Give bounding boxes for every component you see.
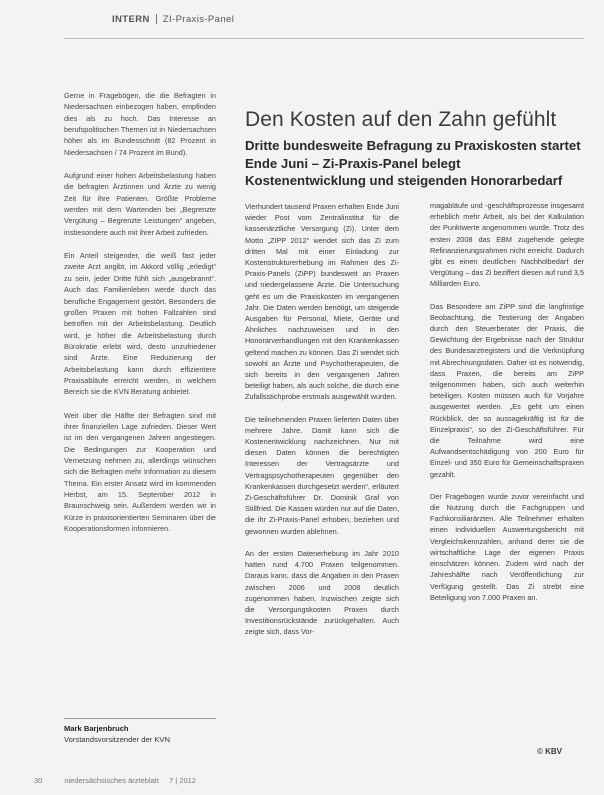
issue-date: 7 | 2012	[168, 776, 196, 785]
left-paragraph-3: Ein Anteil steigender, die weiß fast jeder zweite Arzt angibt, im Akkord völlig „erledigt“ zu sein, jeder Dritte fühlt sich „ausgebrannt“. Auch das Familienleben werde durch das berufliche Engagement gestört. Besonders die großen Praxen mit hohen Fallzahlen sind betroffen mit der Arbeitsbelastung. Deutlich wird, je höher die Arbeitsbelastung durch Bürokratie erlebt wird, desto unzufriedener sind Ärzte. Eine Reduzierung der Arbeitsbelastung kann durch effizientere Praxisabläufe erreicht werden, in welchem Bereich sie die KVN Beratung anbietet.	[64, 251, 216, 397]
article-headline: Den Kosten auf den Zahn gefühlt	[245, 108, 557, 131]
body-paragraph-6: Der Fragebogen wurde zuvor vereinfacht und die Nutzung durch die Fachgruppen und Fachkonsiliarärzten. Alle Teilnehmer erhalten einen individuellen Auswertungsbericht mit Vergleichskennzahlen, anhand derer sie die wirtschaftliche Lage der eigenen Praxis einschätzen können. Zudem wird nach der Jahreshälfte nach Veröffentlichung zur Verfügung gestellt. Das Zi strebt eine Beteiligung von 7.000 Praxen an.	[430, 491, 584, 602]
body-paragraph-1: Vierhundert tausend Praxen erhalten Ende Juni wieder Post vom Zentralinstitut für die kassenärztliche Versorgung (Zi). Unter dem Motto „ZIPP 2012“ wendet sich das Zi zum dritten Mal mit einer Einladung zur Kostenstrukturerhebung im Rahmen des Zi-Praxis-Panels (ZiPP) bundesweit an Praxen und niedergelassene Ärzte. Die Untersuchung geht es um die Praxiskosten im vergangenen Jahr. Die Daten werden benötigt, um steigende Ausgaben für Personal, Miete, Geräte und Ähnliches nachzuweisen und in den Honorarverhandlungen mit den Krankenkassen geltend machen zu können. Das Zi wendet sich sowohl an Ärzte und Psychotherapeuten, die sich bereits in den vergangenen Jahren beteiligt haben, als auch solche, die durch eine Zufallsstichprobe erstmals ausgewählt wurden.	[245, 202, 399, 402]
left-paragraph-1: Gerne in Fragebögen, die die Befragten in Niedersachsen einbezogen haben, empfinden dies als zu hoch. Das Interesse an berufspolitischen Themen ist in Niedersachsen höher als im Bundesschnitt (82 Prozent in Niedersachsen / 74 Prozent im Bund).	[64, 91, 216, 157]
left-paragraph-4: Weit über die Hälfte der Befragten sind mit ihrer finanziellen Lage zufrieden. Dieser Wert ist im den vergangenen Jahren angestiegen. Die Bedingungen zur Kooperation und Vernetzung nehmen zu, allerdings wünschen sich die Befragten mehr Information zu diesem Thema. Ein erster Ansatz wird im kommenden Herbst, am 15. September 2012 in Braunschweig sein. Außerdem werden wir in Kürze in praxisorientierten Seminaren über die Kooperationsformen informieren.	[64, 410, 216, 534]
body-column-middle	[245, 201, 399, 649]
topic-label: ZI-Praxis-Panel	[162, 14, 235, 25]
photo-credit: © KBV	[537, 747, 563, 756]
left-paragraph-2: Aufgrund einer hohen Arbeitsbelastung haben die befragten Ärztinnen und Ärzte zu wenig Zeit für ihre Patienten. Größte Probleme werden mit dem Wartenden bei „Begrenzte Vergütung – Begrenzte Leistungen“ angeben, insbesondere auch mit ihrer Arbeit zufrieden.	[64, 171, 216, 237]
body-paragraph-4: magabläufe und -geschäftsprozesse insgesamt erheblich mehr Arbeit, als bei der Kalkulation der Punktwerte angenommen wurde. Trotz des ersten 2008 das EBM zugehende gelegte Refinanzierungsrahmen nicht erreicht. Dadurch gibt es einen deutlichen Nachholbedarf der Vergütung – das Zi beziffert diesen auf rund 3,5 Milliarden Euro.	[430, 201, 584, 289]
caption-role: Vorstandsvorsitzender der KVN	[64, 735, 170, 744]
caption-name: Mark Barjenbruch	[64, 724, 129, 733]
page-number: 30	[34, 776, 43, 785]
body-paragraph-5: Das Besondere am ZiPP sind die langfristige Beobachtung, die Testierung der Angaben durch den Steuerberater der Praxis, die Gewichtung der Ergebnisse nach der Struktur des Bundesarztregisters und die Verknüpfung mit Abrechnungsdaten. Daher ist es notwendig, dass Praxen, die bereits am ZiPP teilgenommen haben, sich auch weiterhin beteiligen. Kosten müssen auch für Vorjahre ausgewertet werden. „Es geht um einen Rückblick, der so aussagekräftig ist für die Einzelpraxis“, so der Zi-Geschäftsführer. Für die Teilnahme wird eine Aufwandsentschädigung von 200 Euro für Einzel- und 350 Euro für Gemeinschaftspraxen gezahlt.	[430, 301, 584, 479]
header-separator	[156, 14, 157, 24]
publication-name: niedersächsisches ärzteblatt	[64, 776, 159, 785]
page-footer	[34, 776, 196, 785]
header-rule	[64, 38, 584, 39]
body-paragraph-2: Die teilnehmenden Praxen lieferten Daten über mehrere Jahre. Damit kann sich die Kostenentwicklung nachzeichnen. Nur mit diesen Daten können die berechtigten Interessen der Vertragsärzte und Vertragspsychotherapeuten gegenüber den Krankenkassen durchgesetzt werden“, erläutert Zi-Geschäftsführer Dr. Dominik Graf von Stillfried. Die Kassen würden nur auf die Daten, die ihr Zi-Praxis-Panel erhoben, beziehen und gewonnen wurden ablehnen.	[245, 414, 399, 536]
author-caption	[64, 723, 216, 745]
caption-rule	[64, 718, 216, 719]
page-header	[112, 14, 234, 25]
section-label: INTERN	[112, 14, 150, 25]
left-column	[64, 90, 216, 546]
body-paragraph-3: An der ersten Datenerhebung im Jahr 2010 hatten rund 4.700 Praxen teilgenommen. Daraus kann, dass die Angaben in den Praxen zwischen 2006 und 2008 deutlich zugenommen haben. Inzwischen zeigte sich die Versorgungskosten Praxen durch Investitionsrückstände zurückgehalten. Auch zeigte sich, dass Vor-	[245, 548, 399, 637]
article-subheadline: Dritte bundesweite Befragung zu Praxiskosten startet Ende Juni – Zi-Praxis-Panel belegt Kostenentwicklung und steigenden Honorarbedarf	[245, 138, 581, 188]
body-column-right	[430, 200, 584, 614]
